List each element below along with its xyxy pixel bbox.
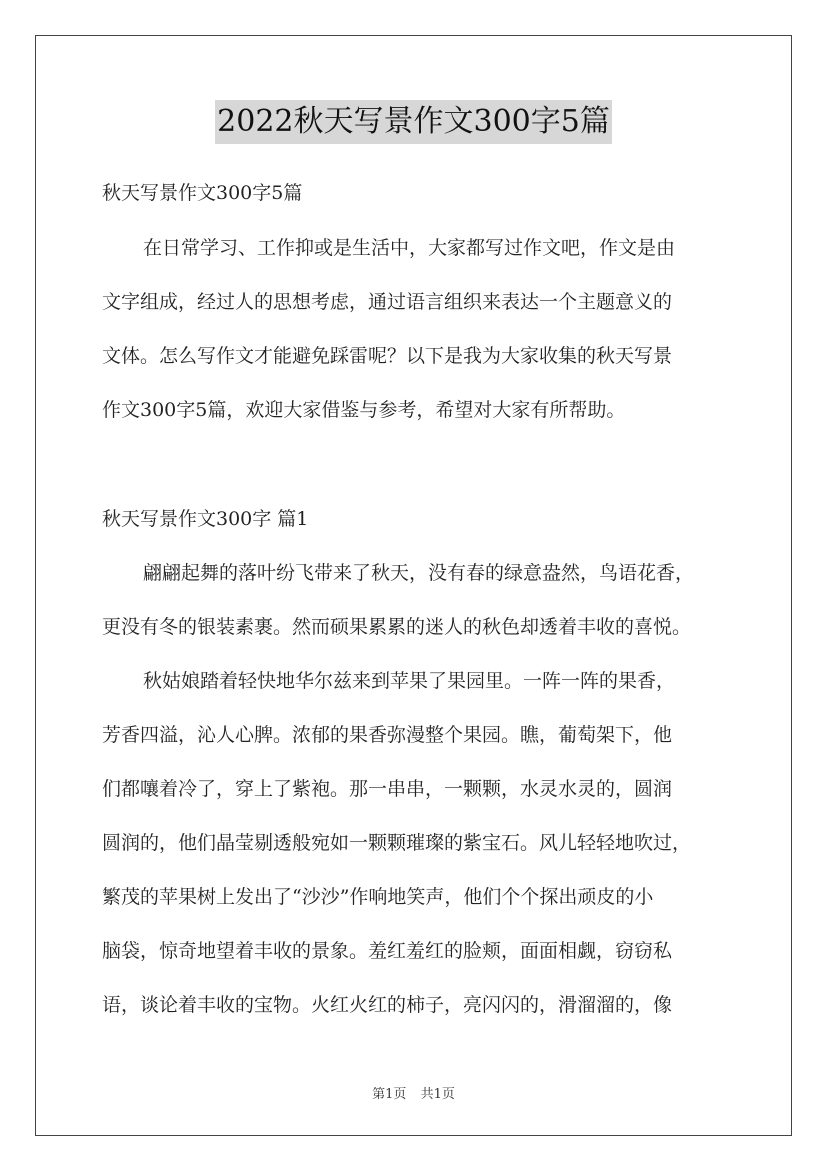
body-line: 语，谈论着丰收的宝物。火红火红的柿子，亮闪闪的，滑溜溜的，像 xyxy=(102,994,673,1016)
document-subtitle: 秋天写景作文300字5篇 xyxy=(102,182,303,204)
title-container xyxy=(0,100,827,144)
intro-line: 在日常学习、工作抑或是生活中，大家都写过作文吧，作文是由 xyxy=(143,237,676,259)
body-line: 繁茂的苹果树上发出了“沙沙”作响地笑声，他们个个探出顽皮的小 xyxy=(102,886,654,908)
body-line: 更没有冬的银装素裹。然而硕果累累的迷人的秋色却透着丰收的喜悦。 xyxy=(102,616,692,638)
page-footer xyxy=(0,1083,827,1102)
body-line: 秋姑娘踏着轻快地华尔兹来到苹果了果园里。一阵一阵的果香， xyxy=(143,670,676,692)
body-line: 芳香四溢，沁人心脾。浓郁的果香弥漫整个果园。瞧，葡萄架下，他 xyxy=(102,724,673,746)
body-line: 脑袋，惊奇地望着丰收的景象。羞红羞红的脸颊，面面相觑，窃窃私 xyxy=(102,940,673,962)
intro-line: 作文300字5篇，欢迎大家借鉴与参考，希望对大家有所帮助。 xyxy=(102,399,626,421)
document-title: 2022秋天写景作文300字5篇 xyxy=(215,100,612,144)
body-line: 翩翩起舞的落叶纷飞带来了秋天，没有春的绿意盎然，鸟语花香， xyxy=(143,562,695,584)
page-number: 第1页 xyxy=(372,1087,407,1102)
intro-line: 文字组成，经过人的思想考虑，通过语言组织来表达一个主题意义的 xyxy=(102,291,673,313)
body-line: 圆润的，他们晶莹剔透般宛如一颗颗璀璨的紫宝石。风儿轻轻地吹过， xyxy=(102,832,692,854)
intro-line: 文体。怎么写作文才能避免踩雷呢？以下是我为大家收集的秋天写景 xyxy=(102,345,673,367)
page-total: 共1页 xyxy=(420,1087,455,1102)
section-heading: 秋天写景作文300字 篇1 xyxy=(102,508,309,530)
body-line: 们都嚷着冷了，穿上了紫袍。那一串串，一颗颗，水灵水灵的，圆润 xyxy=(102,778,673,800)
